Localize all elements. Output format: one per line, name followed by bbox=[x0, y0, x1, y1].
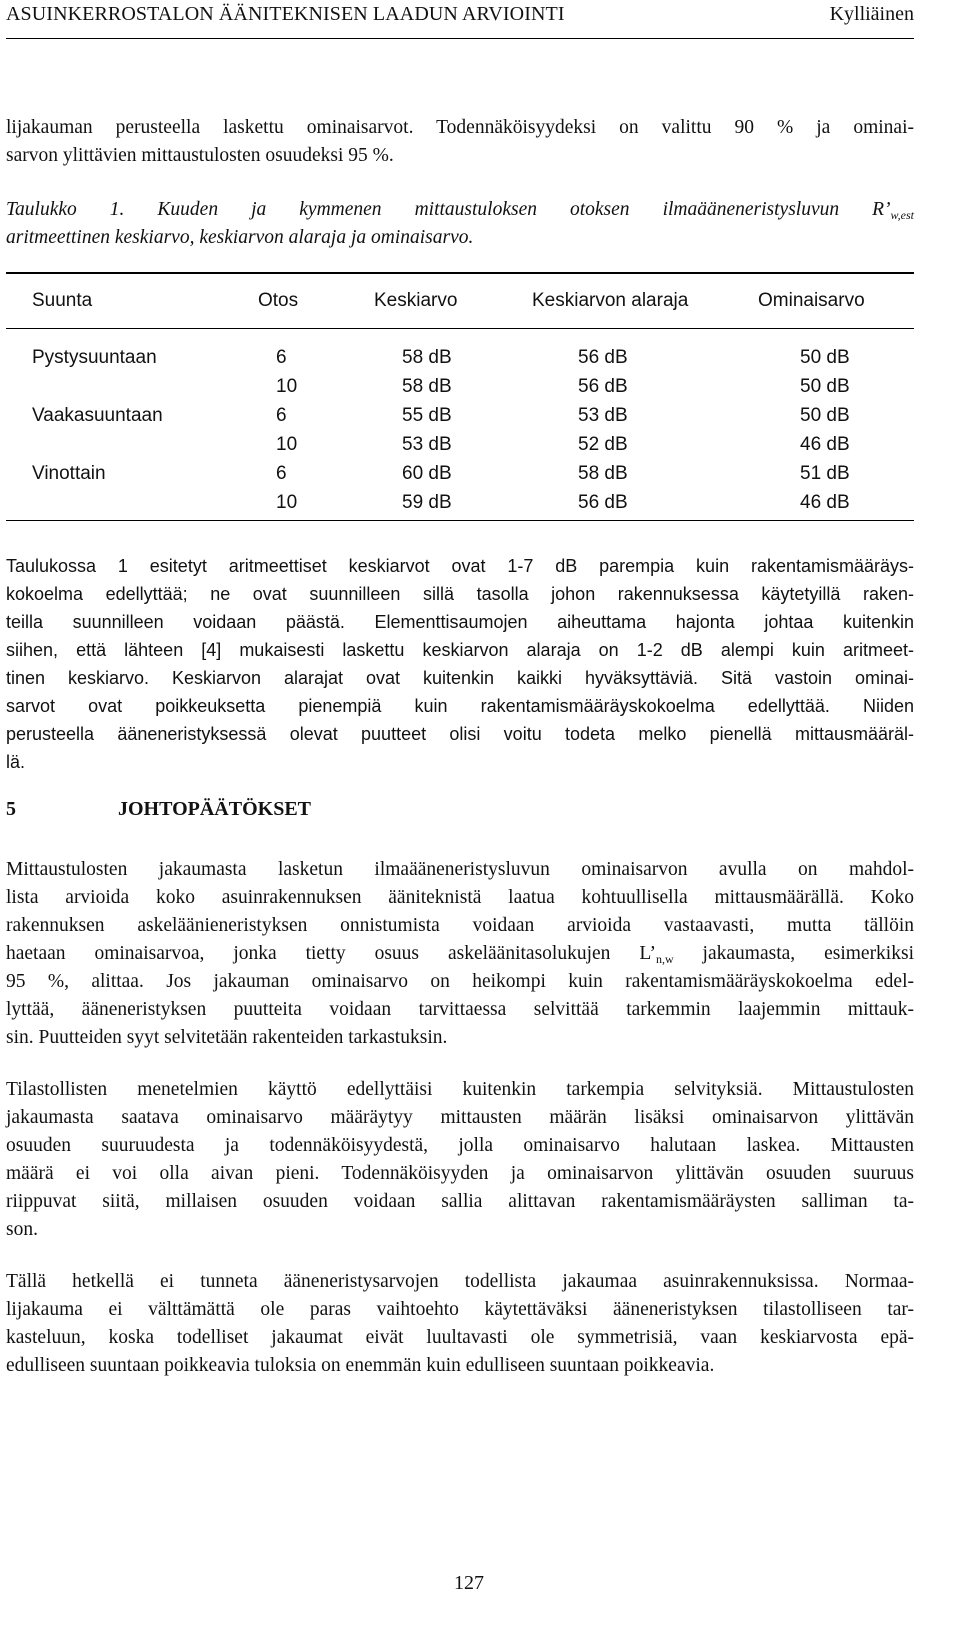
cell: 6 bbox=[276, 346, 287, 368]
cell: 53 dB bbox=[402, 433, 452, 455]
text-line: rakennuksen askeläänieneristyksen onnistumista voidaan arvioida vastaavasti, mutta tällöin bbox=[6, 915, 914, 936]
text-line: lyttää, ääneneristyksen puutteita voidaan tarvittaessa selvittää tarkemmin laajemmin mittauk- bbox=[6, 999, 914, 1020]
cell: 10 bbox=[276, 491, 298, 513]
cell: 60 dB bbox=[402, 462, 452, 484]
header-cell: Otos bbox=[258, 290, 299, 311]
cell: Vinottain bbox=[32, 462, 106, 484]
text-line: osuuden suuruudesta ja todennäköisyydestä, jolla ominaisarvo halutaan laskea. Mittausten bbox=[6, 1135, 914, 1156]
paragraph-conclusions bbox=[6, 856, 914, 1052]
cell: Vaakasuuntaan bbox=[32, 404, 163, 426]
cell bbox=[6, 372, 222, 401]
cell: 56 dB bbox=[578, 375, 628, 397]
header-title: ASUINKERROSTALON ÄÄNITEKNISEN LAADUN ARVIOINTI bbox=[6, 3, 565, 25]
subscript: n,w bbox=[655, 952, 674, 966]
text-line: sin. Puutteiden syyt selvitetään rakenteiden tarkastuksin. bbox=[6, 1027, 448, 1048]
caption-line: aritmeettinen keskiarvo, keskiarvon alaraja ja ominaisarvo. bbox=[6, 227, 474, 248]
text-line: sarvon ylittävien mittaustulosten osuudeksi 95 %. bbox=[6, 145, 394, 166]
text-line: edulliseen suuntaan poikkeavia tuloksia on enemmän kuin edulliseen suuntaan poikkeavia. bbox=[6, 1355, 715, 1376]
text-line: siihen, että lähteen [4] mukaisesti laskettu keskiarvon alaraja on 1-2 dB alempi kuin aritmeet- bbox=[6, 640, 914, 660]
cell: 58 dB bbox=[402, 346, 452, 368]
results-table bbox=[6, 272, 914, 517]
cell: 10 bbox=[276, 375, 298, 397]
table-row bbox=[6, 488, 914, 517]
text-line: lijakauman perusteella laskettu ominaisarvot. Todennäköisyydeksi on valittu 90 % ja ominai- bbox=[6, 117, 914, 138]
text-line: haetaan ominaisarvoa, jonka tietty osuus askeläänitasolukujen $L’_{n,w}$ jakaumasta, esimerkiksi bbox=[6, 943, 914, 966]
table-row bbox=[6, 459, 914, 488]
page-number: 127 bbox=[454, 1572, 484, 1594]
cell: 50 dB bbox=[800, 375, 850, 397]
cell: 53 dB bbox=[578, 404, 628, 426]
text-line: 95 %, alittaa. Jos jakauman ominaisarvo on heikompi kuin rakentamismääräyskokoelma edel- bbox=[6, 971, 914, 992]
text-line: kasteluun, koska todelliset jakaumat eivät luultavasti ole symmetrisiä, vaan keskiarvosta epä- bbox=[6, 1327, 914, 1348]
text-line: riippuvat siitä, millaisen osuuden voidaan sallia alittavan rakentamismääräysten salliman ta- bbox=[6, 1191, 914, 1212]
text-line: sarvot ovat poikkeuksetta pienempiä kuin rakentamismääräyskokoelma edellyttää. Niiden bbox=[6, 696, 914, 716]
paragraph-table-discussion bbox=[6, 552, 914, 776]
cell bbox=[6, 488, 222, 517]
cell bbox=[6, 430, 222, 459]
cell: Pystysuuntaan bbox=[32, 346, 157, 368]
header-cell: Suunta bbox=[32, 290, 93, 311]
cell: 51 dB bbox=[800, 462, 850, 484]
header-cell: Keskiarvo bbox=[374, 290, 458, 311]
text-line: Mittaustulosten jakaumasta lasketun ilmaääneneristysluvun ominaisarvon avulla on mahdol- bbox=[6, 859, 914, 880]
text-line: son. bbox=[6, 1219, 38, 1240]
caption-line: Taulukko 1. Kuuden ja kymmenen mittaustuloksen otoksen ilmaääneneristysluvun $R’_{w,est}$ bbox=[6, 199, 914, 222]
cell: 52 dB bbox=[578, 433, 628, 455]
intro-paragraph bbox=[6, 114, 914, 170]
text-line: Tilastollisten menetelmien käyttö edellyttäisi kuitenkin tarkempia selvityksiä. Mittaustulosten bbox=[6, 1079, 914, 1100]
header-author: Kylliäinen bbox=[829, 3, 914, 25]
section-number: 5 bbox=[6, 798, 16, 820]
cell: 46 dB bbox=[800, 491, 850, 513]
cell: 6 bbox=[276, 404, 287, 426]
table-bottom-rule bbox=[6, 520, 914, 521]
text-line: teilla suunnilleen voidaan päästä. Elementtisaumojen aiheuttama hajonta johtaa kuitenkin bbox=[6, 612, 914, 632]
table-header-row bbox=[6, 272, 914, 330]
cell: 50 dB bbox=[800, 404, 850, 426]
table-row bbox=[6, 430, 914, 459]
cell: 10 bbox=[276, 433, 298, 455]
caption-subscript: w,est bbox=[890, 208, 914, 222]
cell: 50 dB bbox=[800, 346, 850, 368]
text-line: tinen keskiarvo. Keskiarvon alarajat ovat kuitenkin kaikki hyväksyttäviä. Sitä vastoin ominai- bbox=[6, 668, 914, 688]
text-line: lä. bbox=[6, 752, 26, 772]
cell: 55 dB bbox=[402, 404, 452, 426]
text-line: määrä ei voi olla aivan pieni. Todennäköisyyden ja ominaisarvon ylittävän osuuden suuruus bbox=[6, 1163, 914, 1184]
text-line: Taulukossa 1 esitetyt aritmeettiset keskiarvot ovat 1-7 dB parempia kuin rakentamismääräys- bbox=[6, 556, 914, 576]
table-row bbox=[6, 401, 914, 430]
cell: 59 dB bbox=[402, 491, 452, 513]
cell: 58 dB bbox=[578, 462, 628, 484]
running-header bbox=[6, 0, 914, 39]
cell: 56 dB bbox=[578, 491, 628, 513]
table-caption bbox=[6, 196, 914, 252]
table-row bbox=[6, 343, 914, 372]
cell: 58 dB bbox=[402, 375, 452, 397]
cell: 56 dB bbox=[578, 346, 628, 368]
cell: 46 dB bbox=[800, 433, 850, 455]
text-line: Tällä hetkellä ei tunneta ääneneristysarvojen todellista jakaumaa asuinrakennuksissa. Normaa- bbox=[6, 1271, 914, 1292]
text-line: lijakauma ei välttämättä ole paras vaihtoehto käytettäväksi ääneneristyksen tilastolliseen tar- bbox=[6, 1299, 914, 1320]
header-cell: Keskiarvon alaraja bbox=[532, 290, 689, 311]
section-title: JOHTOPÄÄTÖKSET bbox=[118, 798, 312, 820]
text-line: kokoelma edellyttää; ne ovat suunnilleen sillä tasolla johon rakennuksessa käytetyillä raken- bbox=[6, 584, 914, 604]
table-row bbox=[6, 372, 914, 401]
paragraph-statistics bbox=[6, 1076, 914, 1244]
text-line: lista arvioida koko asuinrakennuksen ääniteknistä laatua kohtuullisella mittausmäärällä. Koko bbox=[6, 887, 914, 908]
cell: 6 bbox=[276, 462, 287, 484]
paragraph-distribution bbox=[6, 1268, 914, 1380]
text-line: jakaumasta saatava ominaisarvo määräytyy mittausten määrän lisäksi ominaisarvon ylittävän bbox=[6, 1107, 914, 1128]
header-cell: Ominaisarvo bbox=[758, 290, 865, 311]
text-line: perusteella ääneneristyksessä olevat puutteet olisi voitu todeta melko pienellä mittausmääräl- bbox=[6, 724, 914, 744]
